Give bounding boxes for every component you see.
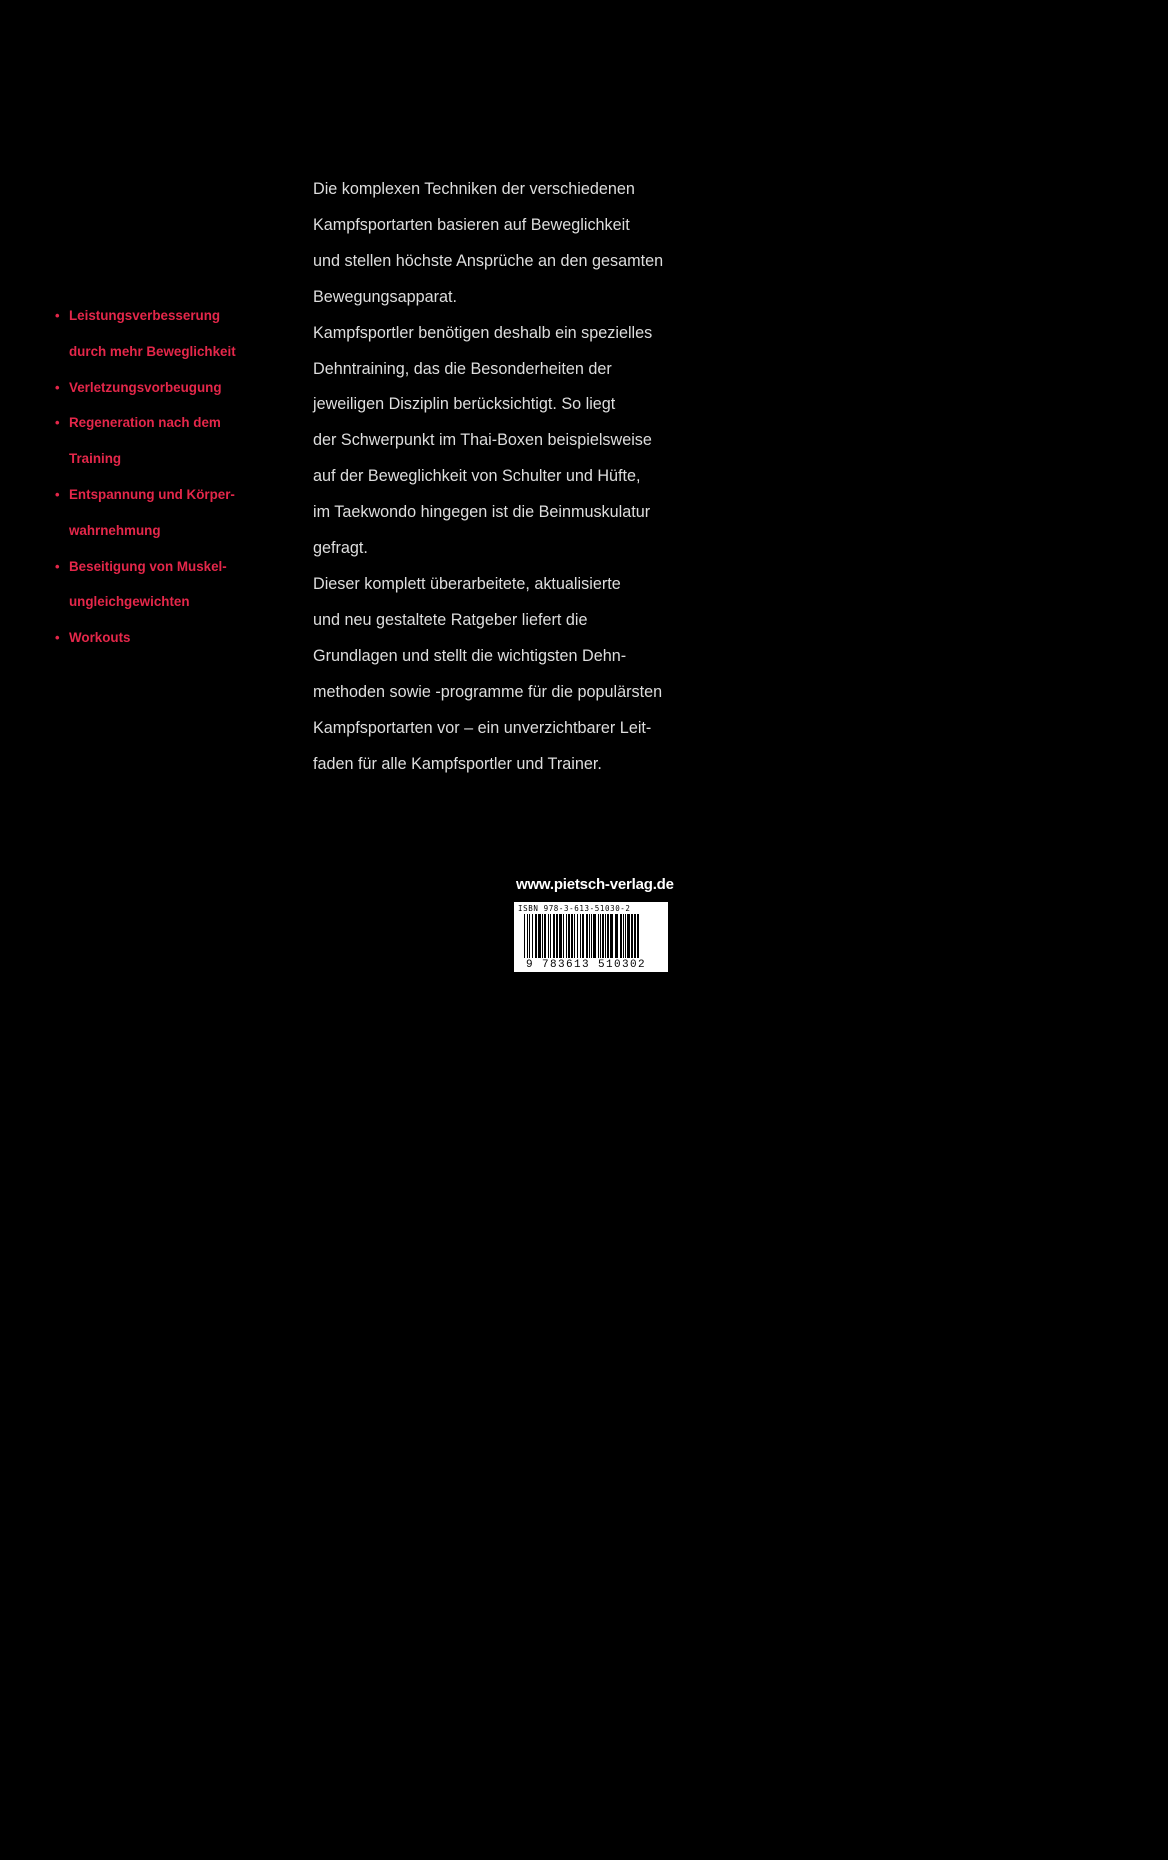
barcode-bar [625,914,626,958]
bullet-marker: • [55,308,60,323]
barcode-digits: 9 783613 510302 [526,959,647,971]
description-line: Kampfsportarten basieren auf Beweglichkeit [313,215,630,234]
barcode-bar [598,914,599,958]
feature-line: ungleichgewichten [69,594,190,610]
barcode-image [518,914,644,960]
description-line: gefragt. [313,539,368,558]
description-line: methoden sowie -programme für die populärsten [313,682,663,701]
feature-item [55,298,285,370]
feature-item [55,370,285,406]
description-line: auf der Beweglichkeit von Schulter und Hüfte, [313,467,641,486]
barcode-bar [527,914,528,958]
description-line: und stellen höchste Ansprüche an den gesamten [313,251,664,270]
feature-line: Regeneration nach dem [69,415,221,431]
feature-line: durch mehr Beweglichkeit [69,343,236,359]
description-line: und neu gestaltete Ratgeber liefert die [313,610,588,629]
description-line: Kampfsportarten vor – ein unverzichtbarer Leit- [313,718,652,737]
barcode-bar [623,914,624,958]
feature-line: Workouts [69,630,131,646]
description-line: Bewegungsapparat. [313,287,457,306]
barcode-bar [529,914,530,958]
bullet-marker: • [55,630,60,646]
feature-line: Beseitigung von Muskel- [69,558,227,574]
barcode-bar [538,914,541,958]
bullet-marker: • [55,486,60,502]
barcode-bar [559,914,562,958]
barcode-bar [548,914,549,958]
barcode-bar [582,914,584,958]
barcode-bar [532,914,533,958]
feature-line: wahrnehmung [69,522,161,538]
barcode-bar [574,914,575,958]
barcode-bar [605,914,606,958]
barcode-bar [631,914,633,958]
feature-line: Training [69,451,122,467]
barcode-bar [580,914,581,958]
barcode-bar [524,914,525,958]
description-line: Kampfsportler benötigen deshalb ein spezielles [313,323,653,342]
price-label: 19.95 (D) [1156,1820,1168,1860]
barcode-bar [600,914,601,958]
description-line: im Taekwondo hingegen ist die Beinmuskulatur [313,503,651,522]
barcode-bar [627,914,630,958]
feature-list [55,298,285,656]
barcode-bar [615,914,618,958]
bullet-marker: • [55,558,60,574]
isbn-barcode-block [514,902,1168,1860]
barcode-bar [591,914,592,958]
bullet-marker: • [55,379,60,395]
feature-item [55,620,285,656]
barcode-bar [602,914,604,958]
description-line: jeweiligen Disziplin berücksichtigt. So liegt [313,395,616,414]
barcode-bar [620,914,622,958]
barcode-bar [607,914,609,958]
barcode-bar [544,914,546,958]
barcode-bar [593,914,596,958]
bullet-marker: • [55,415,60,431]
description-line: Die komplexen Techniken der verschiedenen [313,180,635,198]
barcode-bar [556,914,558,958]
barcode-bar [550,914,551,958]
barcode-bar [563,914,564,958]
description-line: faden für alle Kampfsportler und Trainer. [313,754,602,773]
description-line: Dehntraining, das die Besonderheiten der [313,359,612,378]
barcode-bar [610,914,613,958]
barcode-bar [586,914,588,958]
description-text [313,172,673,782]
barcode-bar [571,914,573,958]
barcode-bar [577,914,578,958]
description-line: Dieser komplett überarbeitete, aktualisierte [313,574,621,593]
feature-item [55,477,285,549]
barcode-bar [634,914,636,958]
isbn-label: ISBN 978-3-613-51030-2 [518,904,631,913]
barcode-bar [568,914,570,958]
description-line: Grundlagen und stellt die wichtigsten Dehn- [313,646,627,665]
publisher-website: www.pietsch-verlag.de [516,876,674,893]
barcode-bar [566,914,567,958]
feature-item [55,405,285,477]
barcode-bar [637,914,639,958]
feature-item [55,549,285,621]
feature-line: Leistungsverbesserung [69,308,221,323]
barcode-bar [589,914,590,958]
feature-line: Verletzungsvorbeugung [69,379,222,395]
description-line: der Schwerpunkt im Thai-Boxen beispielsweise [313,431,652,450]
barcode-bar [553,914,555,958]
barcode-bar [542,914,543,958]
feature-line: Entspannung und Körper- [69,486,235,502]
barcode-bar [535,914,537,958]
